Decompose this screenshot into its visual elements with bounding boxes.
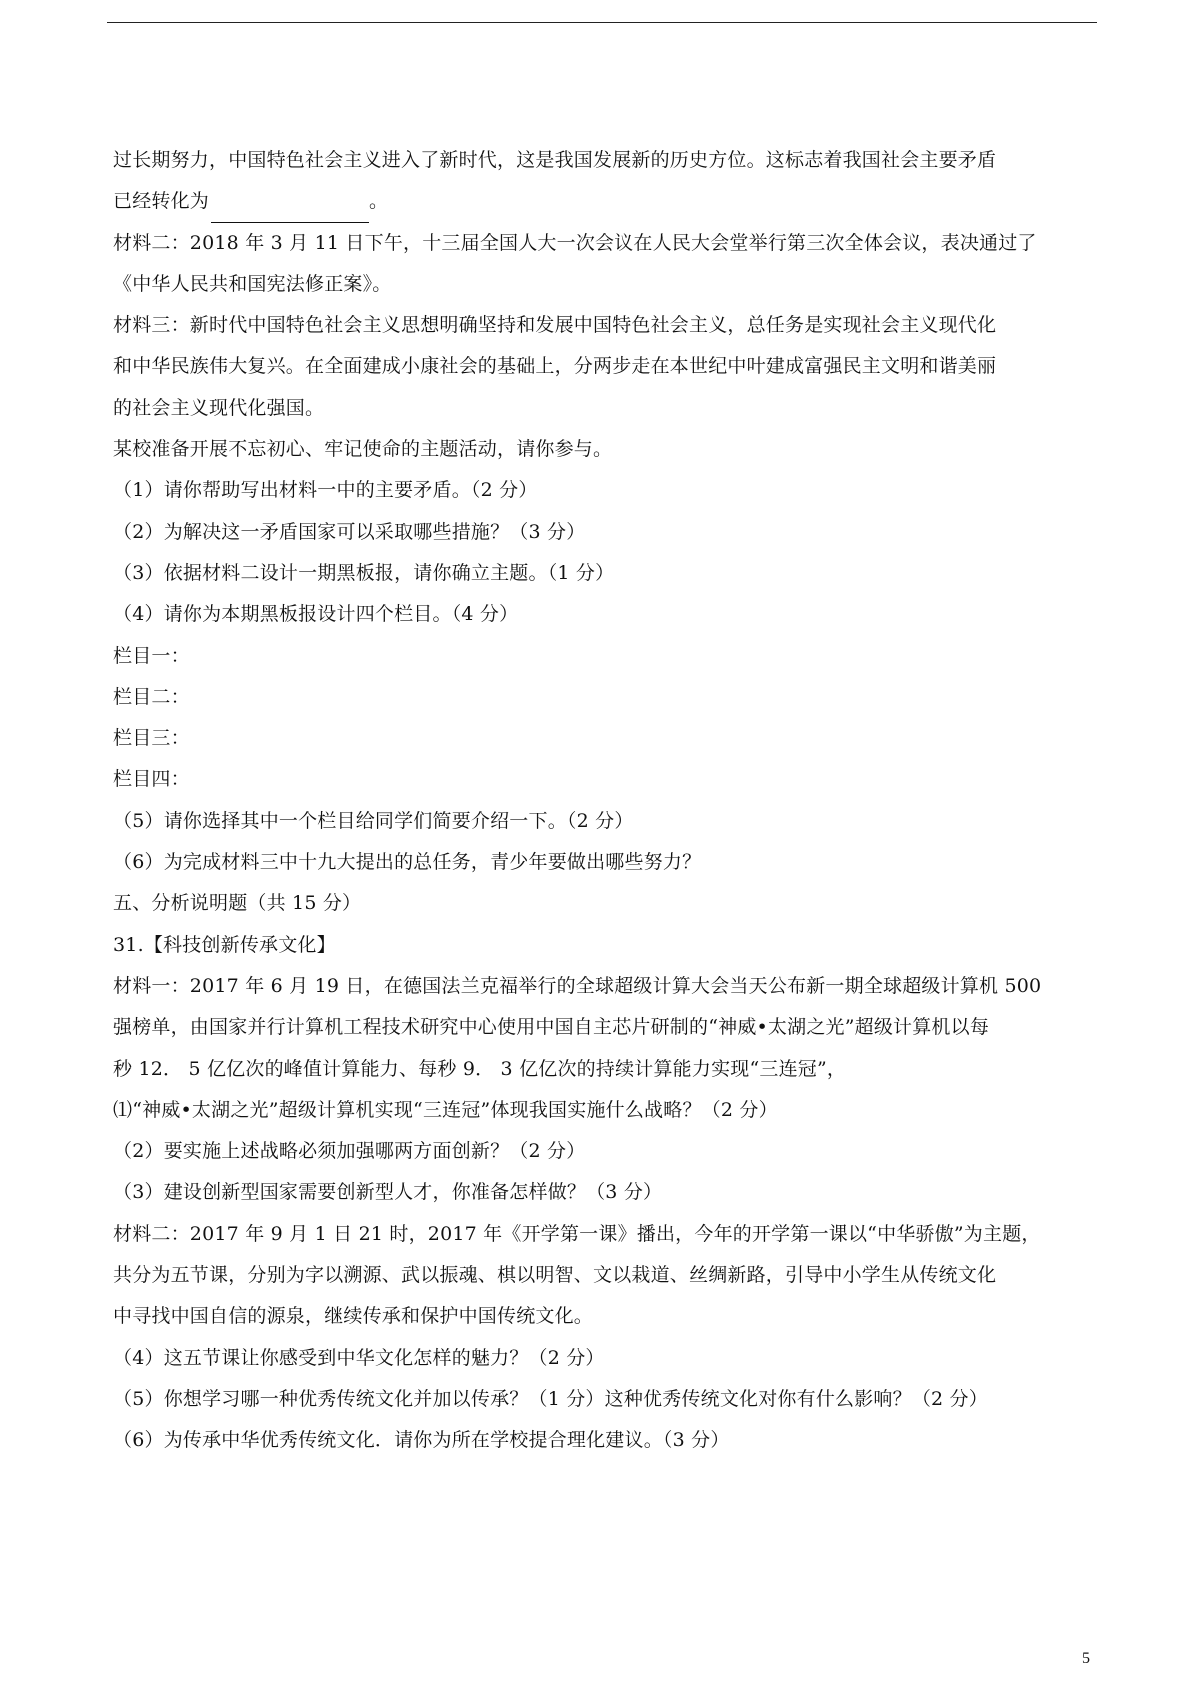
text-line: 材料一：2017 年 6 月 19 日，在德国法兰克福举行的全球超级计算大会当天公布新一期全球超级计算机 500 [113, 974, 1042, 997]
question-item: （5）你想学习哪一种优秀传统文化并加以传承？（1 分）这种优秀传统文化对你有什么影响？（2 分） [113, 1387, 988, 1410]
text-line: 过长期努力，中国特色社会主义进入了新时代，这是我国发展新的历史方位。这标志着我国社会主要矛盾 [113, 149, 997, 171]
question-item: （6）为完成材料三中十九大提出的总任务，青少年要做出哪些努力？ [113, 851, 702, 874]
column-label: 栏目一： [113, 644, 190, 667]
text-line: 材料三：新时代中国特色社会主义思想明确坚持和发展中国特色社会主义，总任务是实现社会主义现代化 [113, 314, 997, 337]
text-line: 的社会主义现代化强国。 [113, 396, 325, 419]
question-item: （1）请你帮助写出材料一中的主要矛盾。（2 分） [113, 479, 538, 502]
text-line: 共分为五节课，分别为字以溯源、武以振魂、棋以明智、文以栽道、丝绸新路，引导中小学生从传统文化 [113, 1264, 997, 1287]
text-line: 《中华人民共和国宪法修正案》。 [113, 272, 392, 295]
text-line: 秒 12． 5 亿亿次的峰值计算能力、每秒 9． 3 亿亿次的持续计算能力实现“三连冠”， [113, 1057, 847, 1080]
question-item: （4）这五节课让你感受到中华文化怎样的魅力？（2 分） [113, 1346, 605, 1369]
column-label: 栏目二： [113, 685, 190, 708]
text-line: 和中华民族伟大复兴。在全面建成小康社会的基础上，分两步走在本世纪中叶建成富强民主文明和谐美丽 [113, 355, 997, 378]
question-item: （2）为解决这一矛盾国家可以采取哪些措施？（3 分） [113, 520, 586, 543]
question-item: （6）为传承中华优秀传统文化．请你为所在学校提合理化建议。（3 分） [113, 1429, 730, 1452]
answer-blank[interactable] [211, 199, 369, 223]
page-number: 5 [1082, 1650, 1090, 1667]
question-item: （4）请你为本期黑板报设计四个栏目。（4 分） [113, 603, 519, 626]
text-line-with-blank [113, 181, 1100, 222]
header-rule [107, 22, 1097, 23]
question-title: 31.【科技创新传承文化】 [113, 933, 336, 956]
text-line: 某校准备开展不忘初心、牢记使命的主题活动，请你参与。 [113, 438, 613, 461]
text-line: 材料二：2017 年 9 月 1 日 21 时，2017 年《开学第一课》播出，今年的开学第一课以“中华骄傲”为主题， [113, 1222, 1041, 1245]
column-label: 栏目三： [113, 727, 190, 750]
text-line: 中寻找中国自信的源泉，继续传承和保护中国传统文化。 [113, 1305, 594, 1328]
column-label: 栏目四： [113, 768, 190, 791]
question-item: （2）要实施上述战略必须加强哪两方面创新？（2 分） [113, 1140, 586, 1163]
question-item: （5）请你选择其中一个栏目给同学们简要介绍一下。（2 分） [113, 809, 634, 832]
question-item: （3）依据材料二设计一期黑板报，请你确立主题。（1 分） [113, 561, 615, 584]
question-item: （3）建设创新型国家需要创新型人才，你准备怎样做？（3 分） [113, 1181, 663, 1204]
section-heading: 五、分析说明题（共 15 分） [113, 892, 362, 915]
text-line: 强榜单，由国家并行计算机工程技术研究中心使用中国自主芯片研制的“神威•太湖之光”超级计算机以每 [113, 1016, 990, 1039]
question-item: ⑴“神威•太湖之光”超级计算机实现“三连冠”体现我国实施什么战略？（2 分） [113, 1098, 778, 1121]
blank-prefix: 已经转化为 [113, 190, 210, 213]
page-body [113, 140, 1100, 1462]
text-line: 材料二：2018 年 3 月 11 日下午，十三届全国人大一次会议在人民大会堂举行第三次全体会议，表决通过了 [113, 231, 1037, 254]
blank-suffix: 。 [369, 190, 389, 213]
